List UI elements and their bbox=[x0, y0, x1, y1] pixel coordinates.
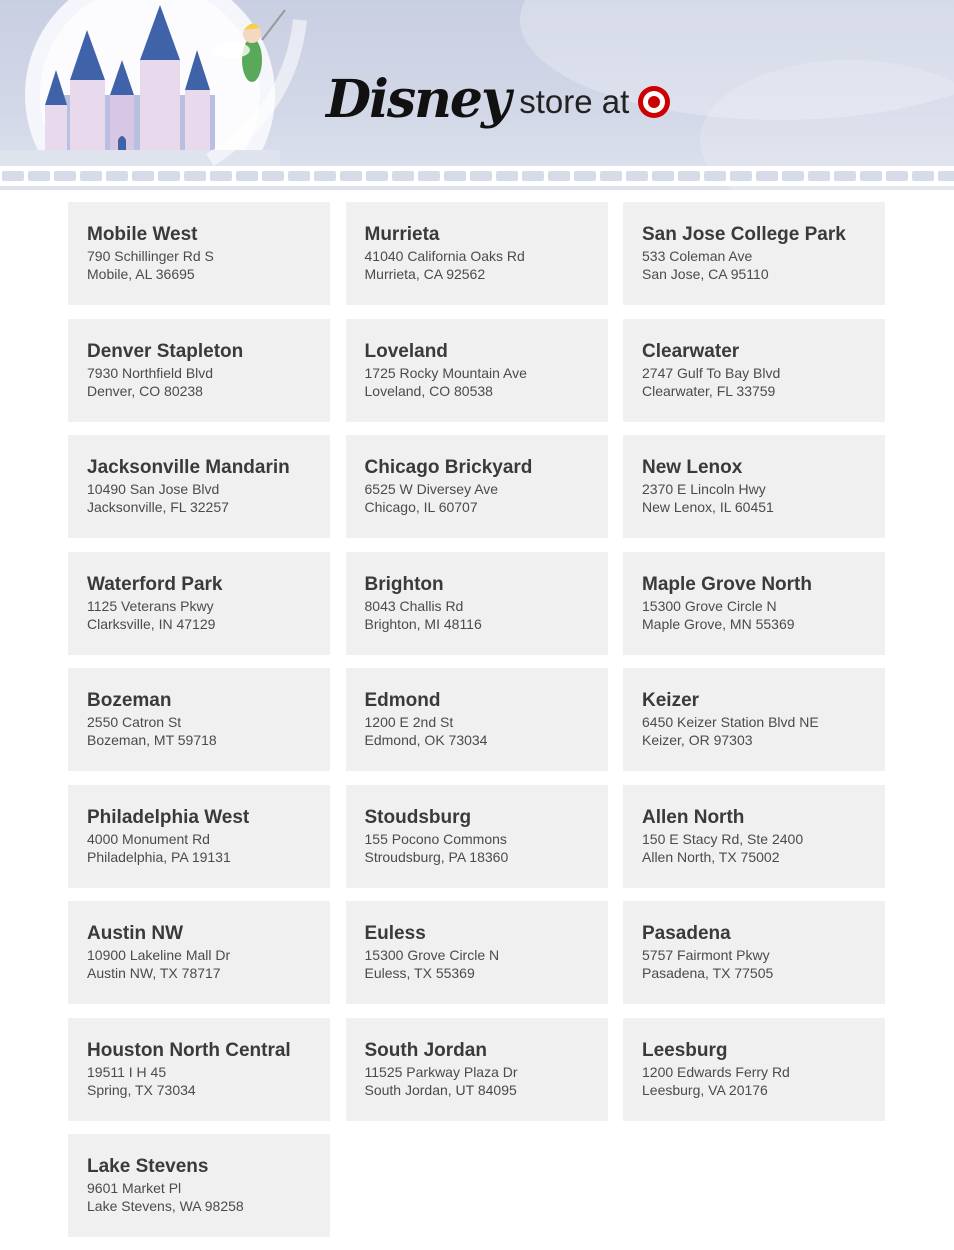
store-name: Houston North Central bbox=[87, 1039, 291, 1061]
store-street: 5757 Fairmont Pkwy bbox=[642, 947, 770, 963]
store-card bbox=[346, 435, 608, 538]
store-name: Maple Grove North bbox=[642, 573, 812, 595]
disney-logo: Disney bbox=[326, 69, 510, 130]
store-name: New Lenox bbox=[642, 457, 743, 478]
store-card bbox=[623, 668, 885, 771]
store-card bbox=[346, 319, 608, 422]
store-name: Clearwater bbox=[642, 340, 740, 362]
store-name: Austin NW bbox=[87, 923, 184, 944]
store-card bbox=[68, 785, 330, 888]
store-city: Euless, TX 55369 bbox=[364, 965, 475, 981]
store-city: New Lenox, IL 60451 bbox=[642, 499, 774, 515]
tagline: store at bbox=[519, 83, 630, 120]
store-card bbox=[68, 1018, 330, 1121]
store-name: Keizer bbox=[642, 690, 700, 711]
store-card bbox=[623, 319, 885, 422]
store-city: South Jordan, UT 84095 bbox=[364, 1081, 517, 1098]
store-street: 1125 Veterans Pkwy bbox=[87, 597, 214, 614]
store-card bbox=[623, 901, 885, 1004]
store-name: Denver Stapleton bbox=[87, 340, 244, 362]
store-city: Pasadena, TX 77505 bbox=[642, 965, 774, 981]
store-street: 533 Coleman Ave bbox=[642, 248, 753, 264]
store-city: Jacksonville, FL 32257 bbox=[87, 499, 229, 515]
store-name: Chicago Brickyard bbox=[364, 457, 533, 478]
store-name: Pasadena bbox=[642, 923, 731, 944]
store-name: Edmond bbox=[364, 690, 441, 711]
store-city: Clarksville, IN 47129 bbox=[87, 615, 216, 632]
store-city: Clearwater, FL 33759 bbox=[642, 382, 776, 399]
store-card bbox=[68, 202, 330, 305]
store-city: Stroudsburg, PA 18360 bbox=[364, 848, 509, 865]
store-city: Philadelphia, PA 19131 bbox=[87, 848, 231, 865]
store-name: Allen North bbox=[642, 806, 745, 828]
decorative-border bbox=[0, 166, 954, 186]
store-city: Chicago, IL 60707 bbox=[364, 499, 478, 515]
store-card bbox=[68, 1134, 330, 1237]
store-street: 790 Schillinger Rd S bbox=[87, 248, 214, 264]
store-city: San Jose, CA 95110 bbox=[642, 266, 769, 282]
store-card bbox=[346, 668, 608, 771]
store-street: 9601 Market Pl bbox=[87, 1180, 182, 1196]
store-street: 2747 Gulf To Bay Blvd bbox=[642, 364, 781, 381]
store-card bbox=[623, 1018, 885, 1121]
store-city: Maple Grove, MN 55369 bbox=[642, 615, 795, 632]
store-card bbox=[346, 552, 608, 655]
store-street: 8043 Challis Rd bbox=[364, 597, 464, 614]
store-card bbox=[346, 1018, 608, 1121]
store-card bbox=[623, 435, 885, 538]
castle-illustration bbox=[0, 0, 320, 175]
store-street: 41040 California Oaks Rd bbox=[364, 248, 525, 264]
store-city: Denver, CO 80238 bbox=[87, 382, 203, 399]
store-name: Loveland bbox=[364, 340, 448, 362]
store-name: South Jordan bbox=[364, 1039, 487, 1061]
store-card bbox=[623, 552, 885, 655]
page-header bbox=[0, 0, 954, 190]
store-city: Murrieta, CA 92562 bbox=[364, 266, 486, 282]
store-name: Leesburg bbox=[642, 1039, 728, 1061]
store-card bbox=[623, 202, 885, 305]
store-card bbox=[346, 901, 608, 1004]
store-street: 19511 I H 45 bbox=[87, 1063, 167, 1080]
store-name: Euless bbox=[364, 923, 426, 944]
store-street: 155 Pocono Commons bbox=[364, 830, 507, 847]
store-city: Keizer, OR 97303 bbox=[642, 732, 753, 748]
store-street: 7930 Northfield Blvd bbox=[87, 364, 214, 381]
store-card bbox=[68, 668, 330, 771]
store-city: Mobile, AL 36695 bbox=[87, 266, 195, 282]
store-card bbox=[68, 435, 330, 538]
store-street: 10490 San Jose Blvd bbox=[87, 481, 220, 497]
store-street: 1200 E 2nd St bbox=[364, 714, 454, 730]
store-street: 2370 E Lincoln Hwy bbox=[642, 481, 766, 497]
store-street: 1725 Rocky Mountain Ave bbox=[364, 364, 527, 381]
store-street: 10900 Lakeline Mall Dr bbox=[87, 947, 231, 963]
store-city: Leesburg, VA 20176 bbox=[642, 1081, 768, 1098]
store-name: San Jose College Park bbox=[642, 224, 846, 245]
store-city: Austin NW, TX 78717 bbox=[87, 965, 221, 981]
store-street: 15300 Grove Circle N bbox=[642, 597, 777, 614]
store-card bbox=[623, 785, 885, 888]
store-city: Bozeman, MT 59718 bbox=[87, 732, 217, 748]
store-city: Edmond, OK 73034 bbox=[364, 732, 488, 748]
store-name: Murrieta bbox=[364, 224, 440, 245]
store-street: 4000 Monument Rd bbox=[87, 830, 210, 847]
brand-logo bbox=[326, 60, 671, 140]
target-logo-icon bbox=[637, 85, 671, 119]
store-name: Lake Stevens bbox=[87, 1156, 209, 1177]
store-card bbox=[346, 202, 608, 305]
store-card bbox=[68, 552, 330, 655]
store-name: Waterford Park bbox=[87, 573, 223, 595]
store-name: Philadelphia West bbox=[87, 806, 250, 828]
store-city: Lake Stevens, WA 98258 bbox=[87, 1198, 244, 1214]
store-card bbox=[68, 901, 330, 1004]
store-card bbox=[68, 319, 330, 422]
store-card bbox=[346, 785, 608, 888]
store-city: Spring, TX 73034 bbox=[87, 1081, 196, 1098]
store-name: Brighton bbox=[364, 573, 444, 595]
store-street: 150 E Stacy Rd, Ste 2400 bbox=[642, 830, 804, 847]
store-street: 6525 W Diversey Ave bbox=[364, 481, 499, 497]
store-street: 11525 Parkway Plaza Dr bbox=[364, 1063, 518, 1080]
store-street: 6450 Keizer Station Blvd NE bbox=[642, 714, 819, 730]
store-city: Allen North, TX 75002 bbox=[642, 848, 780, 865]
store-street: 2550 Catron St bbox=[87, 714, 182, 730]
store-street: 1200 Edwards Ferry Rd bbox=[642, 1063, 790, 1080]
store-street: 15300 Grove Circle N bbox=[364, 947, 500, 963]
store-name: Mobile West bbox=[87, 224, 198, 245]
store-city: Brighton, MI 48116 bbox=[364, 615, 482, 632]
store-name: Jacksonville Mandarin bbox=[87, 457, 290, 478]
store-name: Stoudsburg bbox=[364, 806, 472, 828]
store-city: Loveland, CO 80538 bbox=[364, 382, 493, 399]
store-name: Bozeman bbox=[87, 690, 172, 711]
